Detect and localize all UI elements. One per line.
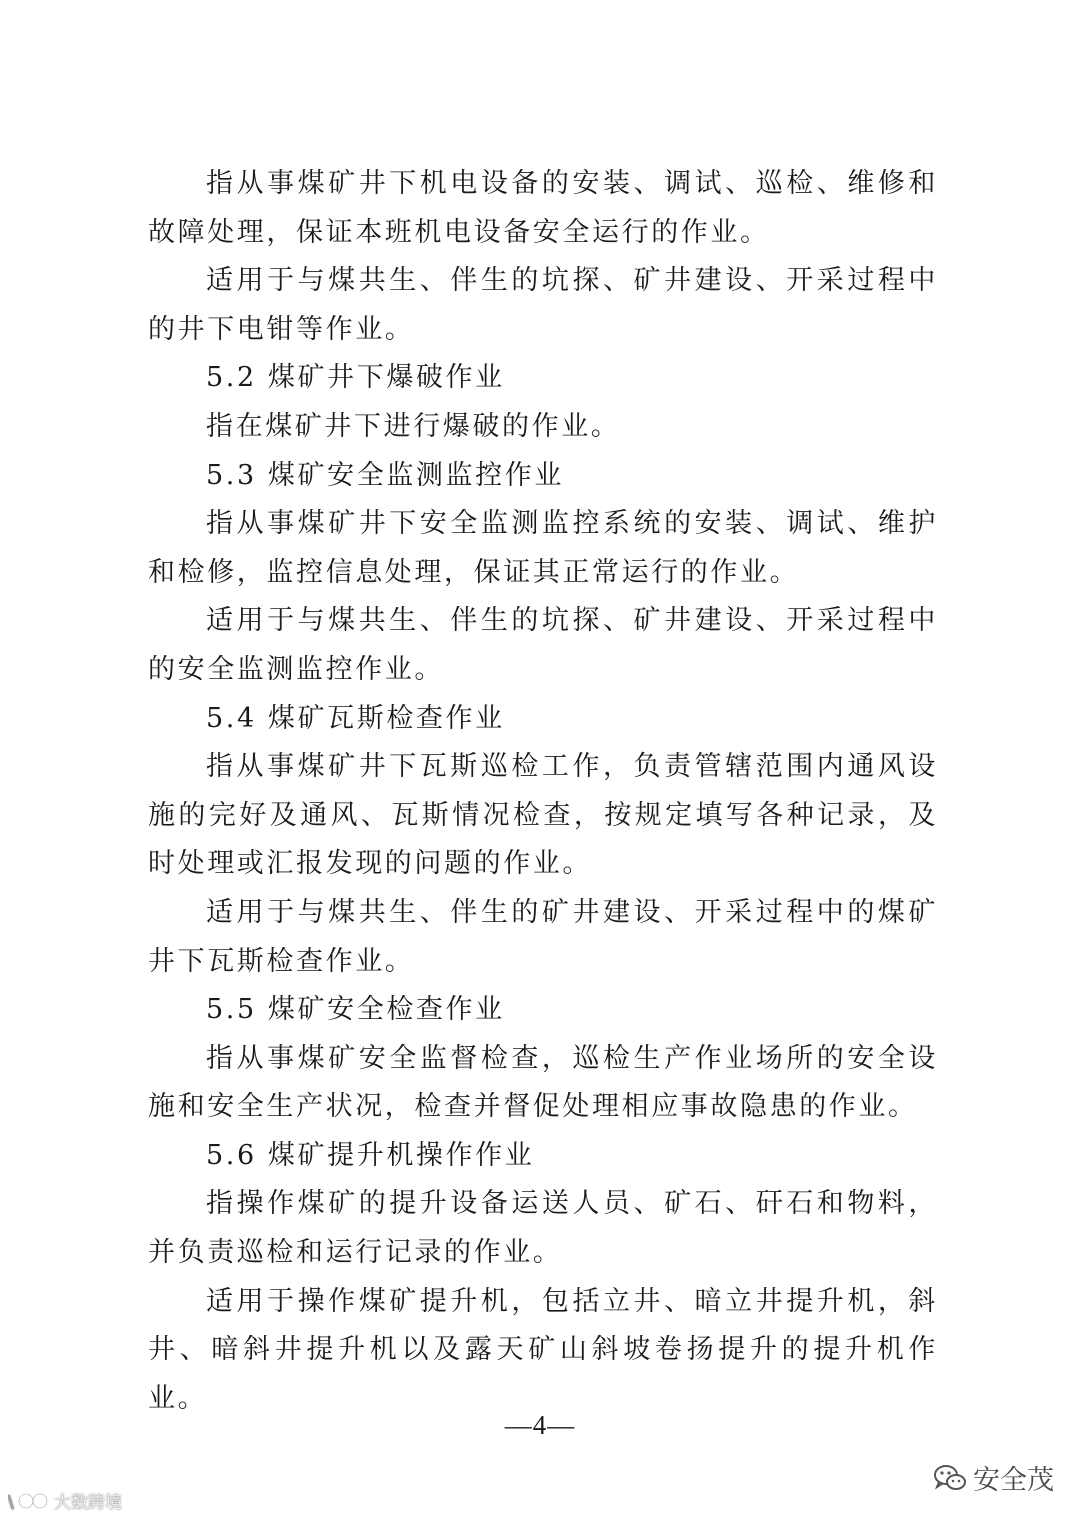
paragraph-electrical-definition: 指从事煤矿井下机电设备的安装、调试、巡检、维修和故障处理，保证本班机电设备安全运行的作业。 <box>148 168 938 248</box>
paragraph-monitoring-scope: 适用于与煤共生、伴生的坑探、矿井建设、开采过程中的安全监测监控作业。 <box>148 605 938 685</box>
paragraph-gas-definition: 指从事煤矿井下瓦斯巡检工作，负责管辖范围内通风设施的完好及通风、瓦斯情况检查，按规定填写各种记录，及时处理或汇报发现的问题的作业。 <box>148 751 938 880</box>
page-number: —4— <box>504 1410 576 1440</box>
logo-icon <box>8 1490 50 1512</box>
paragraph-hoist-scope: 适用于操作煤矿提升机，包括立井、暗立井提升机，斜井、暗斜井提升机以及露天矿山斜坡卷扬提升的提升机作业。 <box>148 1285 938 1414</box>
section-heading-5-5: 5.5 煤矿安全检查作业 <box>206 994 505 1026</box>
paragraph-hoist-definition: 指操作煤矿的提升设备运送人员、矿石、矸石和物料，并负责巡检和运行记录的作业。 <box>148 1188 938 1269</box>
paragraph-electrical-scope: 适用于与煤共生、伴生的坑探、矿井建设、开采过程中的井下电钳等作业。 <box>148 265 938 345</box>
wechat-icon <box>933 1463 967 1493</box>
watermark-left <box>8 1488 122 1513</box>
watermark-left-text: 大数跨境 <box>54 1493 122 1513</box>
paragraph-blasting-definition: 指在煤矿井下进行爆破的作业。 <box>206 410 621 442</box>
watermark-right <box>933 1458 1054 1497</box>
section-heading-5-2: 5.2 煤矿井下爆破作业 <box>206 362 505 394</box>
paragraph-monitoring-definition: 指从事煤矿井下安全监测监控系统的安装、调试、维护和检修，监控信息处理，保证其正常运行的作业。 <box>148 508 938 588</box>
section-heading-5-6: 5.6 煤矿提升机操作作业 <box>206 1139 535 1171</box>
section-heading-5-3: 5.3 煤矿安全监测监控作业 <box>206 459 564 491</box>
svg-text:\: \ <box>8 1491 14 1511</box>
section-heading-5-4: 5.4 煤矿瓦斯检查作业 <box>206 702 505 734</box>
paragraph-gas-scope: 适用于与煤共生、伴生的矿井建设、开采过程中的煤矿井下瓦斯检查作业。 <box>148 896 938 977</box>
paragraph-safety-check-definition: 指从事煤矿安全监督检查，巡检生产作业场所的安全设施和安全生产状况，检查并督促处理相应事故隐患的作业。 <box>148 1042 938 1123</box>
document-body <box>148 160 938 1423</box>
watermark-right-text: 安全茂 <box>973 1465 1054 1496</box>
